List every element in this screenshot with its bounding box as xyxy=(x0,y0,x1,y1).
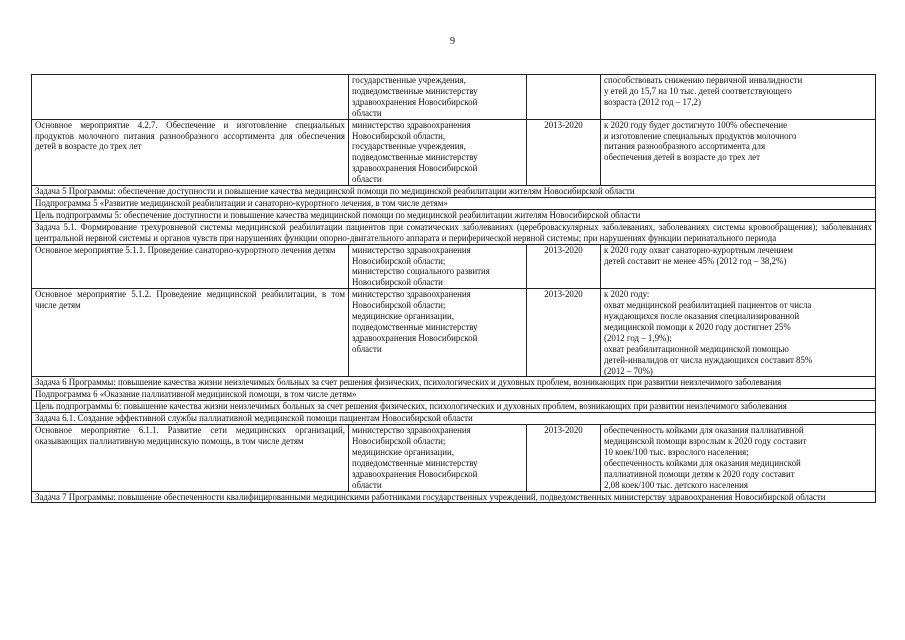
result-line: обеспеченность койками для оказания паллиативной xyxy=(604,425,804,436)
table-row xyxy=(32,119,876,185)
table-row xyxy=(32,244,876,289)
period-cell: 2013-2020 xyxy=(527,289,601,377)
result-cell xyxy=(601,75,876,120)
section-row xyxy=(32,377,876,389)
table-row xyxy=(32,75,876,120)
executor-line: Новосибирской области; xyxy=(352,255,446,266)
table-row xyxy=(32,425,876,491)
section-heading: Цель подпрограммы 5: обеспечение доступности и повышение качества медицинской помощи по медицинской реабилитации жителям Новосибирской области xyxy=(32,209,876,221)
result-line: детей-инвалидов от числа нуждающихся составит 85% xyxy=(604,354,813,365)
activity-cell: Основное мероприятие 6.1.1. Развитие сети медицинских организаций, оказывающих паллиативную медицинскую помощь, в том числе детям xyxy=(32,425,349,491)
executor-line: здравоохранения Новосибирской xyxy=(352,468,478,479)
executor-line: Новосибирской области, xyxy=(352,130,446,141)
executor-cell xyxy=(349,119,527,185)
section-row xyxy=(32,413,876,425)
section-row xyxy=(32,186,876,198)
result-line: (2012 – 70%) xyxy=(604,365,653,376)
executor-line: подведомственные министерству xyxy=(352,457,478,468)
executor-line: Новосибирской области xyxy=(352,277,443,288)
period-cell: 2013-2020 xyxy=(527,425,601,491)
section-heading: Задача 5 Программы: обеспечение доступности и повышение качества медицинской помощи по медицинской реабилитации жителям Новосибирской области xyxy=(32,186,876,198)
result-line: обеспечения детей в возрасте до трех лет xyxy=(604,152,761,163)
executor-cell xyxy=(349,75,527,120)
executor-line: медицинские организации, xyxy=(352,311,454,322)
section-row xyxy=(32,221,876,244)
activity-cell: Основное мероприятие 5.1.2. Проведение медицинской реабилитации, в том числе детям xyxy=(32,289,349,377)
executor-line: области xyxy=(352,343,382,354)
result-line: паллиативной помощи детям к 2020 году составит xyxy=(604,468,795,479)
result-line: медицинской помощи взрослым к 2020 году составит xyxy=(604,436,807,446)
result-line: обеспеченность койками для оказания медицинской xyxy=(604,457,801,468)
result-cell xyxy=(601,425,876,491)
result-line: нуждающихся после оказания специализированной xyxy=(604,311,800,322)
section-heading: Задача 6 Программы: повышение качества жизни неизлечимых больных за счет решения физических, психологических и духовных проблем, возникающих при развитии неизлечимого заболевания xyxy=(32,377,876,389)
section-heading: Цель подпрограммы 6: повышение качества жизни неизлечимых больных за счет решения физических, психологических и духовных проблем, возникающих при развитии неизлечимого заболевания xyxy=(32,401,876,413)
executor-line: Новосибирской области; xyxy=(352,300,446,311)
result-line: медицинской помощи к 2020 году достигнет 25% xyxy=(604,321,791,332)
executor-line: медицинские организации, xyxy=(352,446,454,457)
section-row xyxy=(32,197,876,209)
executor-line: подведомственные министерству xyxy=(352,321,478,332)
section-row xyxy=(32,401,876,413)
result-line: и изготовление специальных продуктов молочного xyxy=(604,130,797,141)
executor-line: подведомственные министерству xyxy=(352,152,478,163)
section-heading: Подпрограмма 5 «Развитие медицинской реабилитации и санаторно-курортного лечения, в том числе детям» xyxy=(32,197,876,209)
result-line: к 2020 году охват санаторно-курортным лечением xyxy=(604,244,793,255)
period-cell xyxy=(527,75,601,120)
result-line: питания разнообразного ассортимента для xyxy=(604,141,766,152)
result-line: охват реабилитационной медицинской помощью xyxy=(604,343,789,354)
executor-line: государственные учреждения, xyxy=(352,141,466,152)
executor-line: государственные учреждения, xyxy=(352,75,466,85)
result-line: к 2020 году: xyxy=(604,289,650,300)
activity-cell xyxy=(32,75,349,120)
executor-line: министерство здравоохранения xyxy=(352,425,471,436)
page-number: 9 xyxy=(450,36,455,47)
section-heading: Задача 7 Программы: повышение обеспеченности квалифицированными медицинскими работниками государственных учреждений, подведомственных министерству здравоохранения Новосибирской области xyxy=(32,491,876,503)
executor-line: здравоохранения Новосибирской xyxy=(352,163,478,174)
result-cell xyxy=(601,244,876,289)
executor-line: министерство социального развития xyxy=(352,266,490,277)
period-cell: 2013-2020 xyxy=(527,244,601,289)
section-row xyxy=(32,491,876,503)
result-line: детей составит не менее 45% (2012 год – 38,2%) xyxy=(604,255,787,266)
section-heading: Задача 5.1. Формирование трехуровневой системы медицинской реабилитации пациентов при соматических заболеваниях (цереброваскулярных заболеваниях, заболеваниях системы кровообращения); заболеваниях центральной нервной системы и органов чувств при нарушениях функции опорно-двигательного аппарата и периферической нервной системы; при нарушениях функции перинатального периода xyxy=(32,221,876,244)
executor-line: здравоохранения Новосибирской xyxy=(352,332,478,343)
executor-line: министерство здравоохранения xyxy=(352,289,471,300)
result-cell xyxy=(601,289,876,377)
table-row xyxy=(32,289,876,377)
result-line: способствовать снижению первичной инвалидности xyxy=(604,75,803,85)
period-cell: 2013-2020 xyxy=(527,119,601,185)
result-line: охват медицинской реабилитацией пациентов от числа xyxy=(604,300,812,311)
executor-cell xyxy=(349,244,527,289)
executor-line: Новосибирской области; xyxy=(352,436,446,446)
result-line: к 2020 году будет достигнуто 100% обеспечение xyxy=(604,119,788,130)
executor-line: области xyxy=(352,174,382,185)
result-cell xyxy=(601,119,876,185)
activity-cell: Основное мероприятие 5.1.1. Проведение санаторно-курортного лечения детям xyxy=(32,244,349,289)
executor-cell xyxy=(349,289,527,377)
executor-line: здравоохранения Новосибирской xyxy=(352,96,478,107)
section-row xyxy=(32,209,876,221)
result-line: возраста (2012 год – 17,2) xyxy=(604,96,701,107)
result-line: 10 коек/100 тыс. взрослого населения; xyxy=(604,446,749,457)
executor-line: министерство здравоохранения xyxy=(352,244,471,255)
section-heading: Подпрограмма 6 «Оказание паллиативной медицинской помощи, в том числе детям» xyxy=(32,389,876,401)
executor-line: министерство здравоохранения xyxy=(352,119,471,130)
executor-line: подведомственные министерству xyxy=(352,85,478,96)
result-line: (2012 год – 1,9%); xyxy=(604,332,672,343)
section-row xyxy=(32,389,876,401)
executor-line: области xyxy=(352,107,382,118)
table-body xyxy=(32,75,876,503)
executor-cell xyxy=(349,425,527,491)
result-line: у етей до 15,7 на 10 тыс. детей соответствующего xyxy=(604,85,792,96)
activity-cell: Основное мероприятие 4.2.7. Обеспечение и изготовление специальных продуктов молочного питания разнообразного ассортимента для обеспечения детей в возрасте до трех лет xyxy=(32,119,349,185)
result-line: 2,08 коек/100 тыс. детского населения xyxy=(604,479,749,490)
executor-line: области xyxy=(352,479,382,490)
activities-table xyxy=(31,74,876,503)
section-heading: Задача 6.1. Создание эффективной службы паллиативной медицинской помощи пациентам Новосибирской области xyxy=(32,413,876,425)
